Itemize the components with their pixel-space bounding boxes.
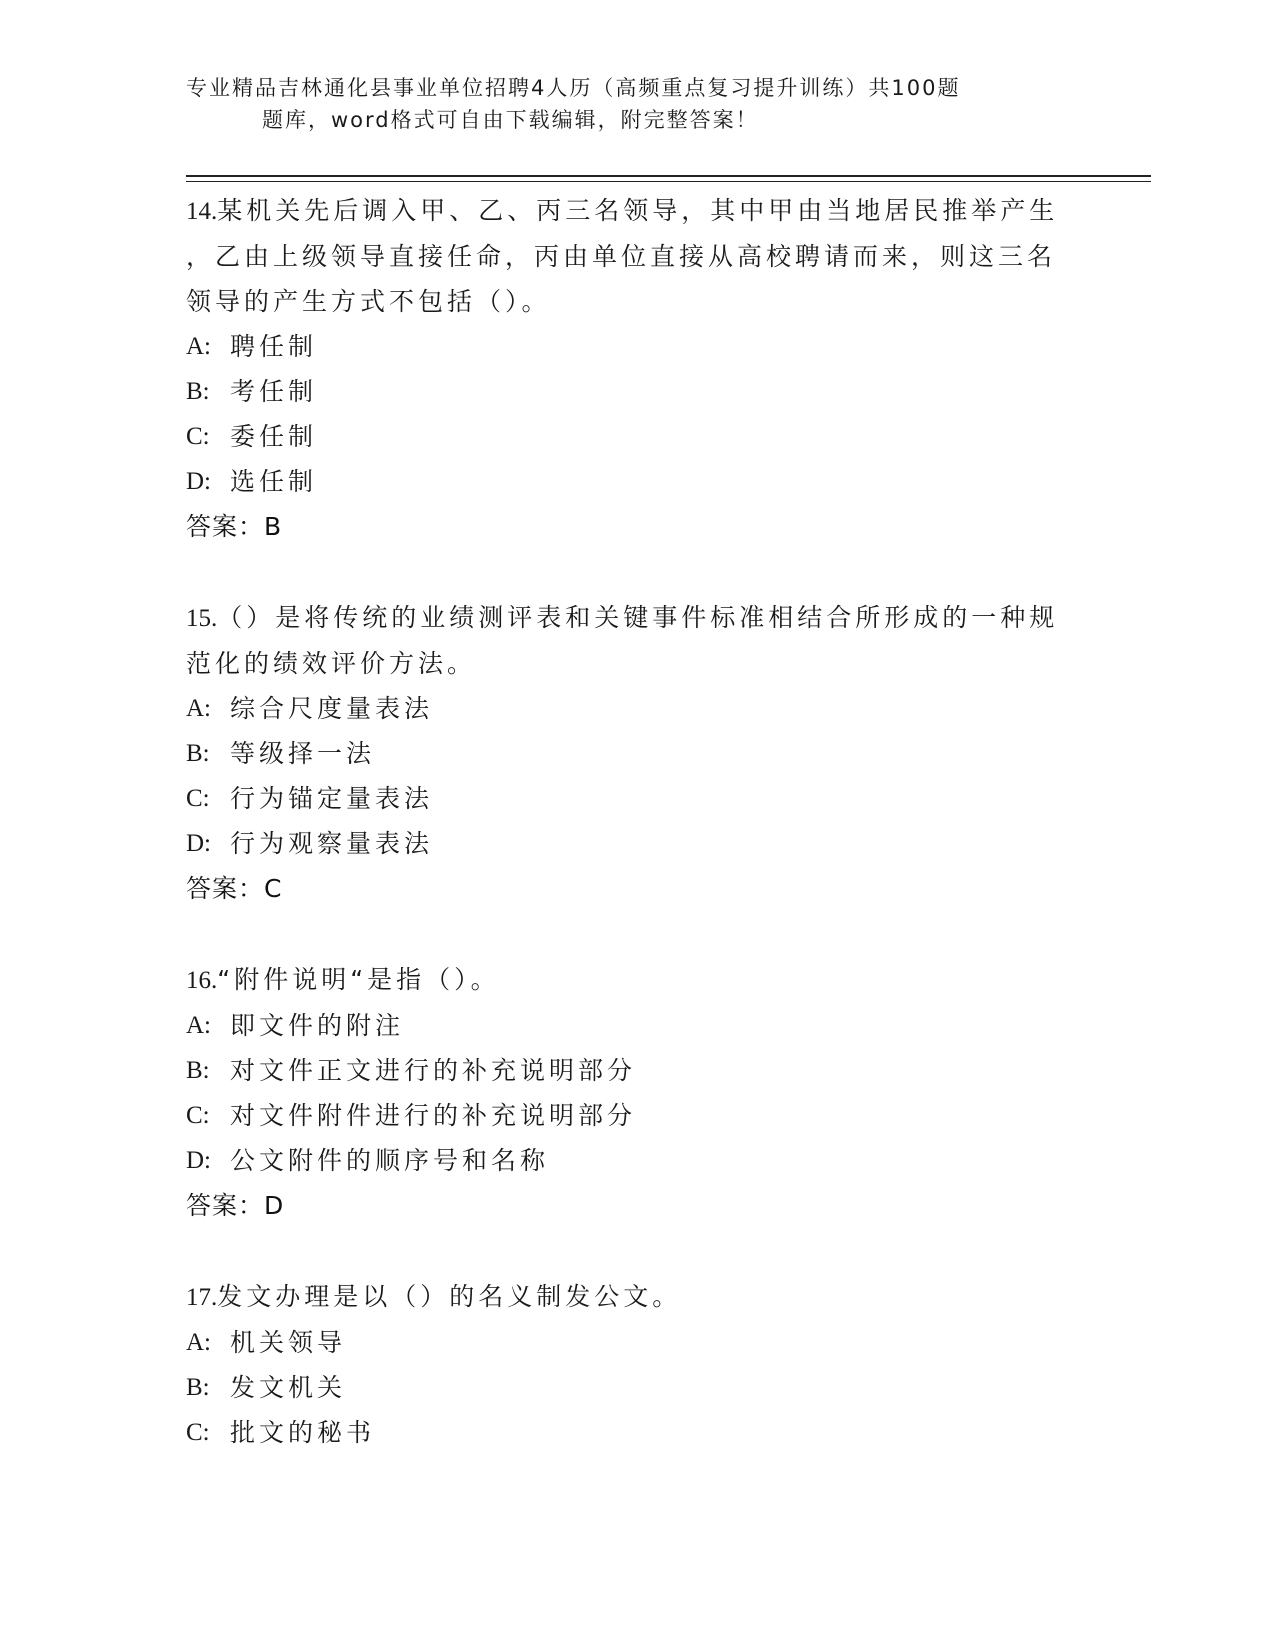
option-key: B: [186,1374,210,1401]
option-text: 考任制 [230,377,318,406]
option-a [186,1320,1086,1365]
option-key: D: [186,468,211,495]
option-d [186,821,1086,866]
option-a [186,1003,1086,1048]
header-line-1: 专业精品吉林通化县事业单位招聘4人历（高频重点复习提升训练）共100题 [186,76,961,100]
question-number: 15. [186,605,218,632]
option-b [186,369,1086,414]
question-stem [186,188,1086,234]
option-text: 对文件正文进行的补充说明部分 [230,1056,637,1085]
question-list [186,188,1086,1501]
option-text: 发文机关 [230,1373,347,1402]
option-key: B: [186,378,210,405]
option-key: A: [186,333,211,360]
question-number: 16. [186,967,218,994]
question-number: 14. [186,198,218,225]
option-key: B: [186,1057,210,1084]
option-text: 批文的秘书 [230,1418,376,1447]
question-16 [186,957,1086,1228]
question-text-line: 领导的产生方式不包括（）。 [186,287,551,316]
question-14 [186,188,1086,549]
document-header [186,72,1066,136]
option-key: C: [186,1102,210,1129]
option-text: 等级择一法 [230,739,376,768]
option-b [186,731,1086,776]
header-divider-thin [186,181,1151,182]
option-key: B: [186,740,210,767]
option-c [186,1093,1086,1138]
option-c [186,414,1086,459]
question-15 [186,595,1086,911]
option-text: 即文件的附注 [230,1011,405,1040]
option-d [186,459,1086,504]
option-c [186,776,1086,821]
option-text: 行为锚定量表法 [230,784,434,813]
option-key: A: [186,1012,211,1039]
option-key: C: [186,1419,210,1446]
question-text-line: 发文办理是以（）的名义制发公文。 [217,1282,682,1311]
question-stem [186,1274,1086,1320]
option-text: 委任制 [230,422,318,451]
question-text-line: （）是将传统的业绩测评表和关键事件标准相结合所形成的一种规 [217,603,1059,632]
option-text: 行为观察量表法 [230,829,434,858]
option-key: C: [186,423,210,450]
question-stem [186,957,1086,1003]
question-text-line: 某机关先后调入甲、乙、丙三名领导，其中甲由当地居民推举产生 [217,196,1059,225]
question-stem [186,595,1086,641]
option-key: D: [186,830,211,857]
question-text-line: 范化的绩效评价方法。 [186,649,477,678]
answer-line: 答案：D [186,1191,285,1220]
question-text-line: “附件说明“是指（）。 [217,965,500,994]
answer-line: 答案：C [186,874,283,903]
question-number: 17. [186,1284,218,1311]
header-line-2: 题库，word格式可自由下载编辑，附完整答案！ [262,108,759,132]
option-text: 选任制 [230,467,318,496]
option-d [186,1138,1086,1183]
option-text: 综合尺度量表法 [230,694,434,723]
question-text-line: ，乙由上级领导直接任命，丙由单位直接从高校聘请而来，则这三名 [186,242,1057,271]
option-text: 聘任制 [230,332,318,361]
option-text: 机关领导 [230,1328,347,1357]
option-key: A: [186,695,211,722]
option-key: A: [186,1329,211,1356]
option-b [186,1365,1086,1410]
option-text: 公文附件的顺序号和名称 [230,1146,550,1175]
option-c [186,1410,1086,1455]
option-a [186,686,1086,731]
option-a [186,324,1086,369]
option-key: D: [186,1147,211,1174]
header-divider-thick [186,175,1151,177]
option-key: C: [186,785,210,812]
option-text: 对文件附件进行的补充说明部分 [230,1101,637,1130]
answer-line: 答案：B [186,512,283,541]
option-b [186,1048,1086,1093]
question-17 [186,1274,1086,1455]
